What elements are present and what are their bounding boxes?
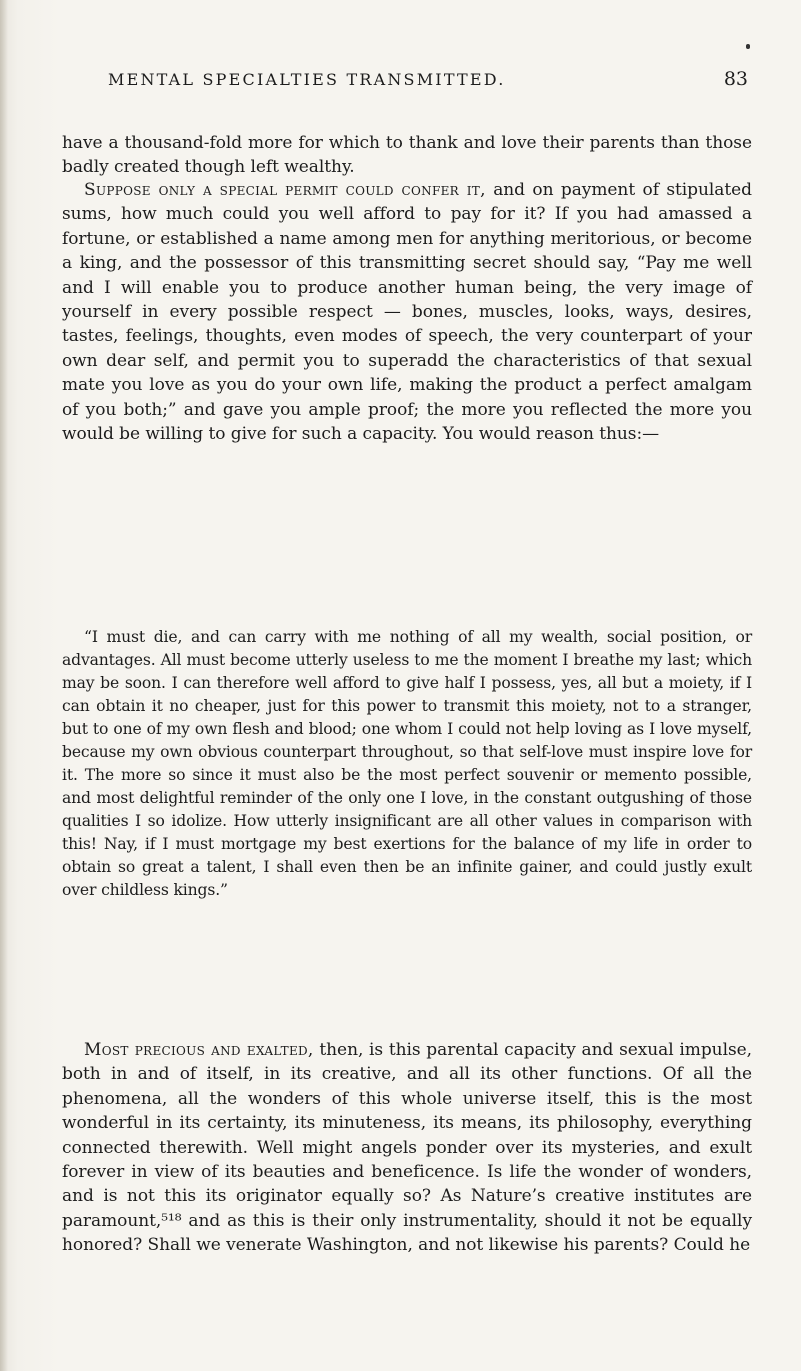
paragraph-most-precious [62,1038,752,1258]
running-header [108,64,748,94]
paragraph-continued [62,131,752,180]
block-quote [62,626,752,902]
paragraph-special-permit [62,178,752,446]
paragraph-text: and on payment of stipulated sums, how much could you well afford to pay for it? If you had amassed a fortune, or established a name among men for anything meritorious, or become a king, and the possessor of this transmitting secret should say, “Pay me well and I will enable you to produce another human being, the very image of yourself in every possible respect — bones, muscles, looks, ways, desires, tastes, feelings, thoughts, even modes of speech, the very counterpart of your own dear self, and permit you to superadd the characteristics of that sexual mate you love as you do your own life, making the product a perfect amalgam of you both;” and gave you ample proof; the more you reflected the more you would be willing to give for such a capacity. You would reason thus:— [62,180,752,445]
running-title: MENTAL SPECIALTIES TRANSMITTED. [108,70,506,89]
quote-text: “I must die, and can carry with me nothing of all my wealth, social position, or advantages. All must become utterly useless to me the moment I breathe my last; which may be soon. I can therefore well afford to give half I possess, yes, all but a moiety, if I can obtain it no cheaper, just for this power to transmit this moiety, not to a stranger, but to one of my own flesh and blood; one whom I could not help loving as I love myself, because my own obvious counterpart throughout, so that self-love must inspire love for it. The more so since it must also be the most perfect souvenir or memento possible, and most delightful reminder of the only one I love, in the constant outgushing of those qualities I so idolize. How utterly insignificant are all other values in comparison with this! Nay, if I must mortgage my best exertions for the balance of my life in order to obtain so great a talent, I shall even then be an infinite gainer, and could justly exult over childless kings.” [62,628,752,899]
paragraph-text: have a thousand-fold more for which to thank and love their parents than those badly created though left wealthy. [62,133,752,178]
page-gutter-shadow [0,0,8,1371]
paragraph-lead-in: Most precious and exalted, [84,1040,314,1060]
ink-speck [746,44,750,49]
page-number: 83 [723,68,748,90]
paragraph-lead-in: Suppose only a special permit could confer it, [84,180,486,200]
paragraph-text: then, is this parental capacity and sexual impulse, both in and of itself, in its creative, and all its other functions. Of all the phenomena, all the wonders of this whole universe itself, this is the most wonderful in its certainty, its minuteness, its means, its philosophy, everything connected therewith. Well might angels ponder over its mysteries, and exult forever in view of its beauties and beneficence. Is life the wonder of wonders, and is not this its originator equally so? As Nature’s creative institutes are paramount,⁵¹⁸ and as this is their only instrumentality, should it not be equally honored? Shall we venerate Washington, and not likewise his parents? Could he [62,1040,752,1256]
